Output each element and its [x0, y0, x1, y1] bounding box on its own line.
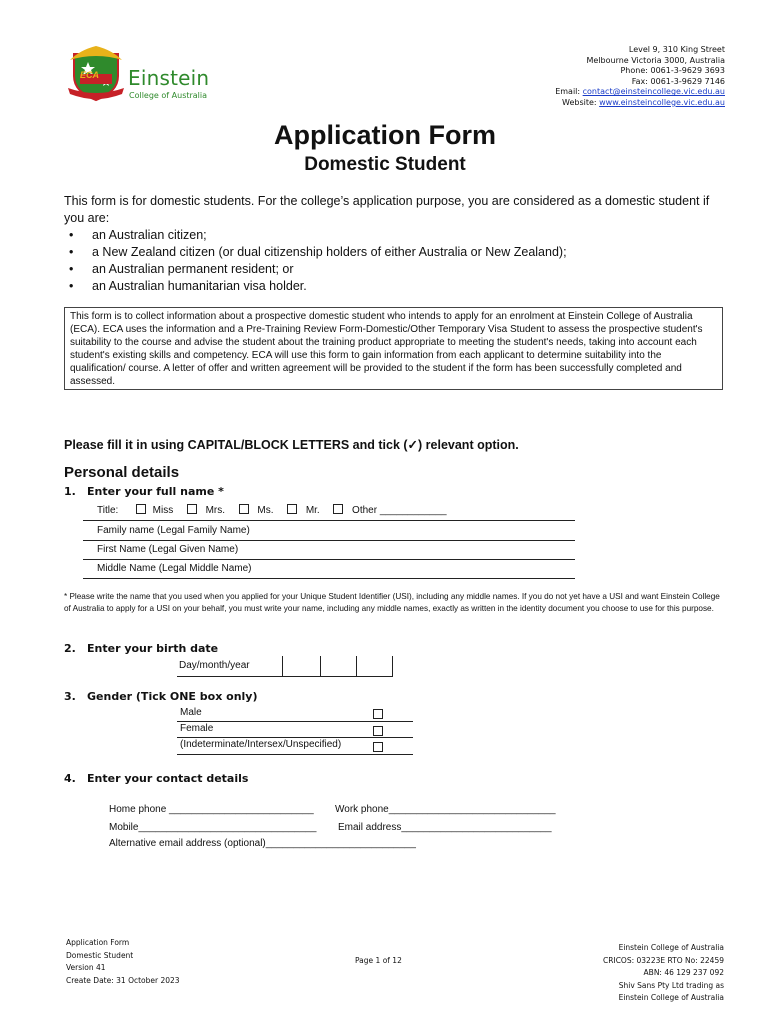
question-number: 4.	[64, 772, 76, 785]
footer-line: Einstein College of Australia	[618, 993, 724, 1002]
section-heading-personal: Personal details	[64, 464, 180, 481]
page-subtitle: Domestic Student	[304, 154, 466, 175]
option-label: Mr.	[305, 505, 320, 516]
gender-option-label: Male	[180, 707, 202, 718]
email-link[interactable]: contact@einsteincollege.vic.edu.au	[582, 87, 725, 97]
question-number: 1.	[64, 485, 76, 498]
page-title: Application Form	[274, 120, 496, 150]
work-phone-field[interactable]: Work phone______________________________	[335, 804, 556, 815]
option-label: Other ____________	[352, 505, 447, 516]
divider	[177, 754, 413, 755]
footer-line: Application Form	[66, 938, 130, 947]
intro-text: This form is for domestic students. For the college’s application purpose, you are considered as a domestic student if you are:	[64, 194, 710, 225]
first-name-field[interactable]	[83, 559, 575, 560]
list-item: • an Australian citizen;	[64, 227, 567, 244]
male-checkbox[interactable]	[373, 709, 383, 719]
birth-date-label: Day/month/year	[179, 660, 250, 671]
question-full-name: Enter your full name *	[87, 485, 224, 498]
footer-right	[603, 942, 724, 1005]
miss-checkbox[interactable]	[136, 504, 146, 514]
footer-left	[66, 937, 180, 987]
logo-text: Einstein	[128, 66, 210, 90]
address-line: Level 9, 310 King Street	[628, 45, 725, 54]
family-name-label: Family name (Legal Family Name)	[97, 525, 250, 536]
gender-option-label: (Indeterminate/Intersex/Unspecified)	[180, 739, 342, 750]
divider	[177, 721, 413, 722]
footer-line: Shiv Sans Pty Ltd trading as	[618, 980, 724, 990]
college-address	[555, 45, 725, 109]
list-item: • an Australian humanitarian visa holder.	[64, 278, 567, 295]
question-number: 3.	[64, 690, 76, 703]
family-name-field[interactable]	[83, 540, 575, 541]
divider	[177, 676, 393, 677]
question-birth-date: Enter your birth date	[87, 642, 219, 655]
fax-line: Fax: 0061-3-9629 7146	[631, 76, 725, 86]
female-checkbox[interactable]	[373, 726, 383, 736]
mr-checkbox[interactable]	[287, 504, 297, 514]
email-field[interactable]: Email address___________________________	[338, 822, 552, 833]
footer-line: CRICOS: 03223E RTO No: 22459	[603, 955, 724, 965]
footer-line: Version 41	[66, 963, 106, 972]
phone-line: Phone: 0061-3-9629 3693	[620, 66, 725, 76]
footer-line: ABN: 46 129 237 092	[643, 968, 724, 977]
address-line: Melbourne Victoria 3000, Australia	[586, 55, 725, 65]
eligibility-list	[64, 227, 567, 295]
purpose-box: This form is to collect information about a prospective domestic student who intends to apply for an enrolment at Einstein College of Australia (ECA). ECA uses the information and a Pre-Training Review Form-Domestic/Other Temporary Visa Student to assess the prospective student's suitability to the course and advise the student about the training product appropriate to meeting the student's needs, taking into account each student's existing skills and competency. ECA will use this form to gain information from each applicant to determine suitability into the qualification/ course. A letter of offer and written agreement will be provided to the student if the form has been successfully completed and assessed.	[64, 307, 723, 390]
list-item: • an Australian permanent resident; or	[64, 261, 567, 278]
footer-line: Einstein College of Australia	[618, 943, 724, 952]
divider	[177, 737, 413, 738]
home-phone-field[interactable]: Home phone __________________________	[109, 804, 314, 815]
question-number: 2.	[64, 642, 76, 655]
fill-instruction: Please fill it in using CAPITAL/BLOCK LETTERS and tick (✓) relevant option.	[64, 438, 519, 452]
question-gender: Gender (Tick ONE box only)	[87, 690, 258, 703]
page-number: Page 1 of 12	[355, 956, 402, 965]
option-label: Mrs.	[205, 505, 226, 516]
website-line: Website: www.einsteincollege.vic.edu.au	[562, 97, 725, 107]
footer-line: Create Date: 31 October 2023	[66, 975, 180, 985]
other-checkbox[interactable]	[333, 504, 343, 514]
title-label: Title:	[97, 505, 119, 516]
gender-option-label: Female	[180, 723, 214, 734]
email-line: Email: contact@einsteincollege.vic.edu.au	[555, 87, 725, 97]
option-label: Miss	[152, 505, 174, 516]
mobile-field[interactable]: Mobile________________________________	[109, 822, 317, 833]
logo-subtext: College of Australia	[129, 91, 208, 100]
list-item: • a New Zealand citizen (or dual citizenship holders of either Australia or New Zealand);	[64, 244, 567, 261]
alt-email-field[interactable]: Alternative email address (optional)___________________________	[109, 838, 416, 849]
logo-banner-text: ECA	[80, 70, 100, 80]
option-label: Ms.	[257, 505, 274, 516]
middle-name-label: Middle Name (Legal Middle Name)	[97, 563, 252, 574]
birth-date-field[interactable]	[282, 656, 393, 676]
middle-name-field[interactable]	[83, 578, 575, 579]
mrs-checkbox[interactable]	[187, 504, 197, 514]
website-link[interactable]: www.einsteincollege.vic.edu.au	[599, 97, 725, 107]
unspecified-checkbox[interactable]	[373, 742, 383, 752]
usi-note: * Please write the name that you used when you applied for your Unique Student Identifier (USI), including any middle names. If you do not yet have a USI and want Einstein College of Australia to apply for a USI on your behalf, you must write your name, including any middle names, exactly as written in the identity document you choose to use for this purpose.	[64, 592, 720, 613]
question-contact: Enter your contact details	[87, 772, 249, 785]
first-name-label: First Name (Legal Given Name)	[97, 544, 239, 555]
title-options-row	[97, 504, 447, 516]
footer-line: Domestic Student	[66, 950, 134, 960]
divider	[83, 520, 575, 521]
ms-checkbox[interactable]	[239, 504, 249, 514]
